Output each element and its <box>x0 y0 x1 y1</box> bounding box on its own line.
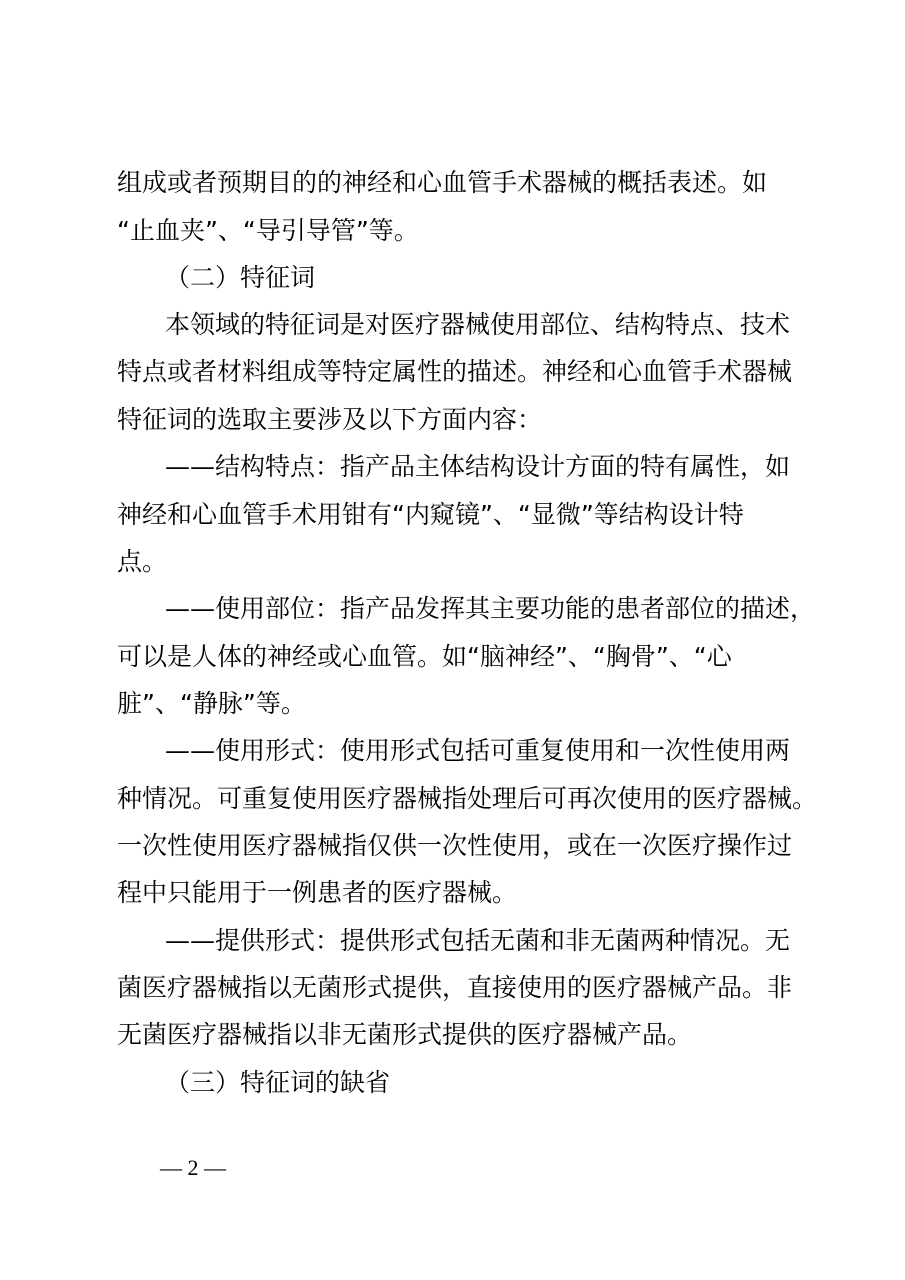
text-line: ——结构特点：指产品主体结构设计方面的特有属性，如 <box>165 452 791 481</box>
text-line: 神经和心血管手术用钳有“内窥镜”、“显微”等结构设计特 <box>117 500 744 529</box>
text-line: 特征词的选取主要涉及以下方面内容： <box>117 405 543 434</box>
text-line: 点。 <box>117 547 168 576</box>
text-line: 特点或者材料组成等特定属性的描述。神经和心血管手术器械 <box>117 357 793 386</box>
text-line: 菌医疗器械指以无菌形式提供，直接使用的医疗器械产品。非 <box>117 973 793 1002</box>
text-line: ——提供形式：提供形式包括无菌和非无菌两种情况。无 <box>165 926 791 955</box>
section-heading: （三）特征词的缺省 <box>165 1068 391 1097</box>
text-line: 种情况。可重复使用医疗器械指处理后可再次使用的医疗器械。 <box>117 784 818 813</box>
section-heading: （二）特征词 <box>165 263 316 292</box>
text-line: 程中只能用于一例患者的医疗器械。 <box>117 878 518 907</box>
page-number: — 2 — <box>160 1155 226 1180</box>
text-line: “止血夹”、“导引导管”等。 <box>117 216 419 245</box>
text-line: 脏”、“静脉”等。 <box>117 689 306 718</box>
text-line: 一次性使用医疗器械指仅供一次性使用，或在一次医疗操作过 <box>117 831 793 860</box>
text-line: ——使用部位：指产品发挥其主要功能的患者部位的描述， <box>165 594 816 623</box>
text-line: 可以是人体的神经或心血管。如“脑神经”、“胸骨”、“心 <box>117 642 732 671</box>
text-line: 组成或者预期目的的神经和心血管手术器械的概括表述。如 <box>117 168 768 197</box>
text-line: 本领域的特征词是对医疗器械使用部位、结构特点、技术 <box>165 310 791 339</box>
text-line: 无菌医疗器械指以非无菌形式提供的医疗器械产品。 <box>117 1020 693 1049</box>
text-line: ——使用形式：使用形式包括可重复使用和一次性使用两 <box>165 736 791 765</box>
